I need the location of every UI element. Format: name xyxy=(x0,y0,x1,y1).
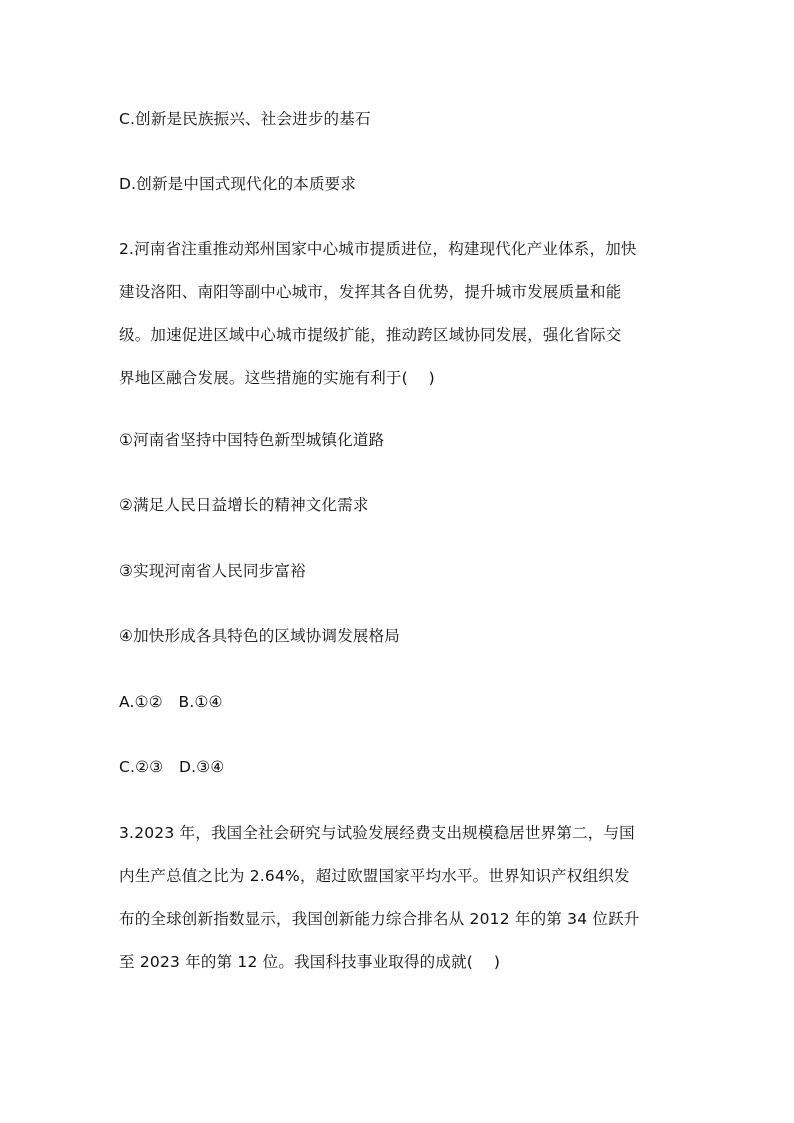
option-c-q1: C.创新是民族振兴、社会进步的基石 xyxy=(119,110,371,128)
question-2-line-4: 界地区融合发展。这些措施的实施有利于( ) xyxy=(119,369,435,387)
question-3-line-1: 3.2023 年，我国全社会研究与试验发展经费支出规模稳居世界第二，与国 xyxy=(119,824,635,842)
question-3-line-2: 内生产总值之比为 2.64%，超过欧盟国家平均水平。世界知识产权组织发 xyxy=(119,867,630,885)
question-2-line-2: 建设洛阳、南阳等副中心城市，发挥其各自优势，提升城市发展质量和能 xyxy=(119,283,622,301)
statement-3: ③实现河南省人民同步富裕 xyxy=(119,562,306,580)
question-2-line-1: 2.河南省注重推动郑州国家中心城市提质进位，构建现代化产业体系，加快 xyxy=(119,240,637,258)
options-c-d-q2: C.②③ D.③④ xyxy=(119,758,225,776)
statement-1: ①河南省坚持中国特色新型城镇化道路 xyxy=(119,431,385,449)
options-a-b-q2: A.①② B.①④ xyxy=(119,693,223,711)
statement-4: ④加快形成各具特色的区域协调发展格局 xyxy=(119,627,400,645)
question-3-line-4: 至 2023 年的第 12 位。我国科技事业取得的成就( ) xyxy=(119,953,501,971)
option-d-q1: D.创新是中国式现代化的本质要求 xyxy=(119,175,357,193)
statement-2: ②满足人民日益增长的精神文化需求 xyxy=(119,496,369,514)
question-2-line-3: 级。加速促进区域中心城市提级扩能，推动跨区域协同发展，强化省际交 xyxy=(119,326,622,344)
question-3-line-3: 布的全球创新指数显示，我国创新能力综合排名从 2012 年的第 34 位跃升 xyxy=(119,910,640,928)
